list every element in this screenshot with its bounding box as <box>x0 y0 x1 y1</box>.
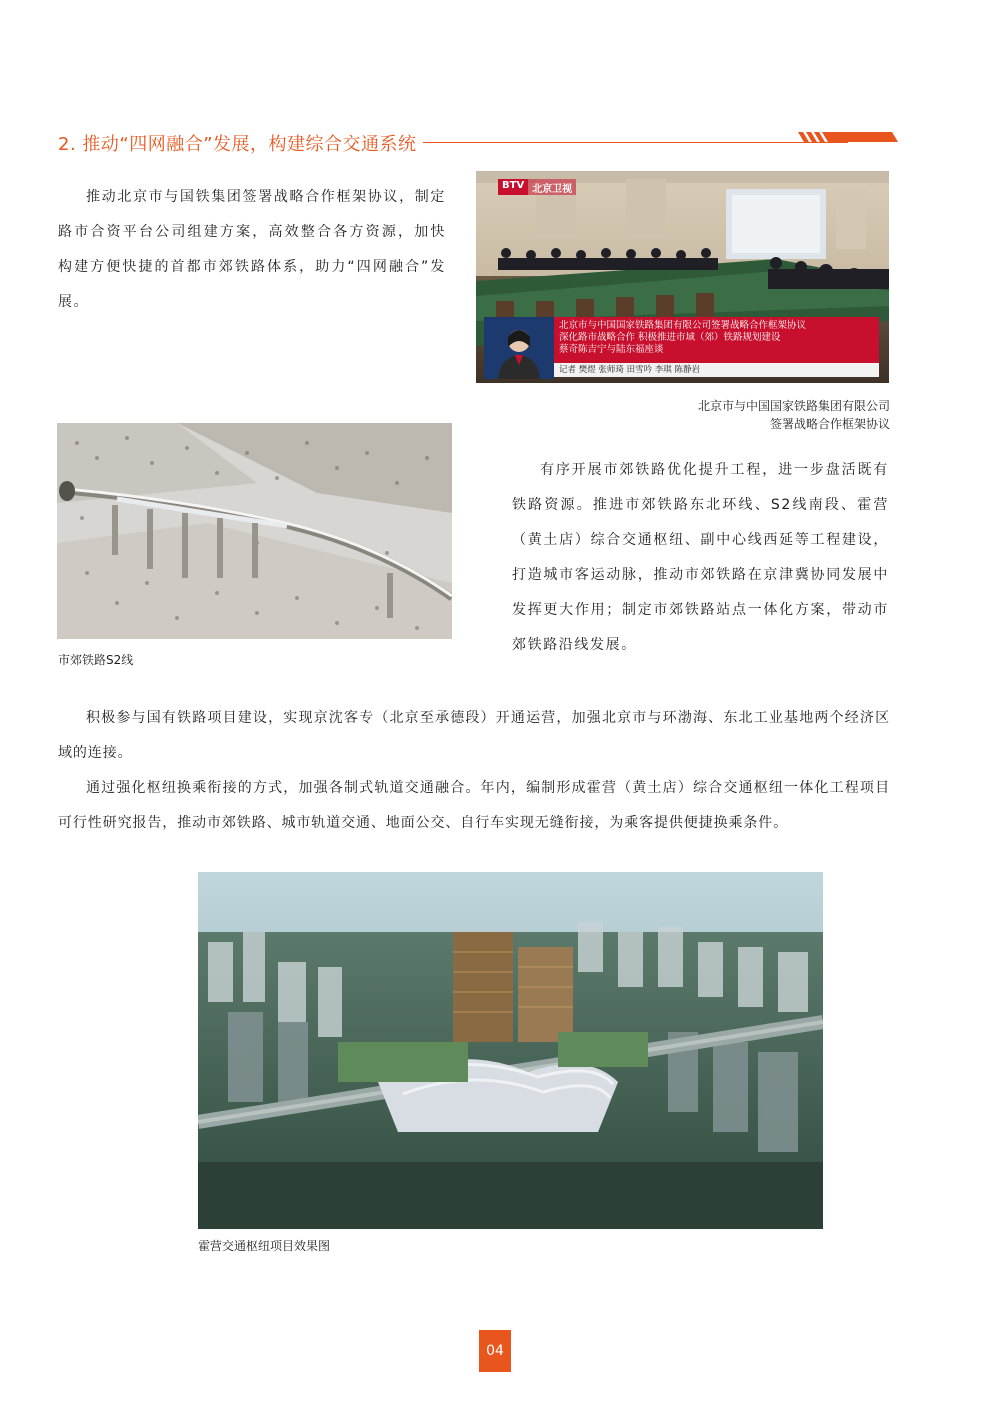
tv-station-logo <box>498 179 576 195</box>
snowy-railway-image <box>57 423 452 639</box>
paragraph-national-rail: 积极参与国有铁路项目建设，实现京沈客专（北京至承德段）开通运营，加强北京市与环渤海、东北工业基地两个经济区域的连接。 <box>58 710 890 761</box>
section-heading: 2. 推动“四网融合”发展，构建综合交通系统 <box>58 130 423 156</box>
tv-lower-third <box>484 317 884 379</box>
heading-decoration-icon <box>798 130 898 144</box>
tv-headline-line2: 深化路市战略合作 积极推进市域（郊）铁路规划建设 <box>559 332 781 343</box>
tv-channel-text: 北京卫视 <box>528 179 576 195</box>
signing-meeting-photo <box>476 171 889 383</box>
signing-caption-line2: 签署战略合作框架协议 <box>769 417 890 431</box>
huoying-hub-rendering <box>198 872 823 1229</box>
s2-line-caption: 市郊铁路S2线 <box>58 653 134 667</box>
paragraph-hub-transfer: 通过强化枢纽换乘衔接的方式，加强各制式轨道交通融合。年内，编制形成霍营（黄土店）综合交通枢纽一体化工程项目可行性研究报告，推动市郊铁路、城市轨道交通、地面公交、自行车实现无缝衔接，为乘客提供便捷换乘条件。 <box>58 780 890 831</box>
paragraph-signing: 推动北京市与国铁集团签署战略合作框架协议，制定路市合资平台公司组建方案，高效整合各方资源，加快构建方便快捷的首都市郊铁路体系，助力“四网融合”发展。 <box>58 189 446 310</box>
s2-line-photo <box>57 423 452 639</box>
tv-logo-text: BTV <box>498 179 528 195</box>
huoying-caption: 霍营交通枢纽项目效果图 <box>198 1239 331 1253</box>
page-number: 04 <box>479 1330 511 1372</box>
tv-reporter-credit: 记者 樊煜 张师琦 田雪吟 李琪 陈静岩 <box>554 363 879 377</box>
news-anchor-image <box>484 317 554 379</box>
hub-rendering-image <box>198 872 823 1229</box>
signing-caption-line1: 北京市与中国国家铁路集团有限公司 <box>697 399 890 413</box>
tv-headline-line3: 蔡奇陈吉宁与陆东福座谈 <box>559 344 664 355</box>
tv-headline-line1: 北京市与中国国家铁路集团有限公司签署战略合作框架协议 <box>559 320 807 331</box>
tv-headline-box <box>554 317 879 363</box>
signing-caption <box>560 397 890 433</box>
paragraph-optimization: 有序开展市郊铁路优化提升工程，进一步盘活既有铁路资源。推进市郊铁路东北环线、S2线南段、霍营（黄土店）综合交通枢纽、副中心线西延等工程建设，打造城市客运动脉，推动市郊铁路在京津冀协同发展中发挥更大作用；制定市郊铁路站点一体化方案，带动市郊铁路沿线发展。 <box>512 462 889 653</box>
